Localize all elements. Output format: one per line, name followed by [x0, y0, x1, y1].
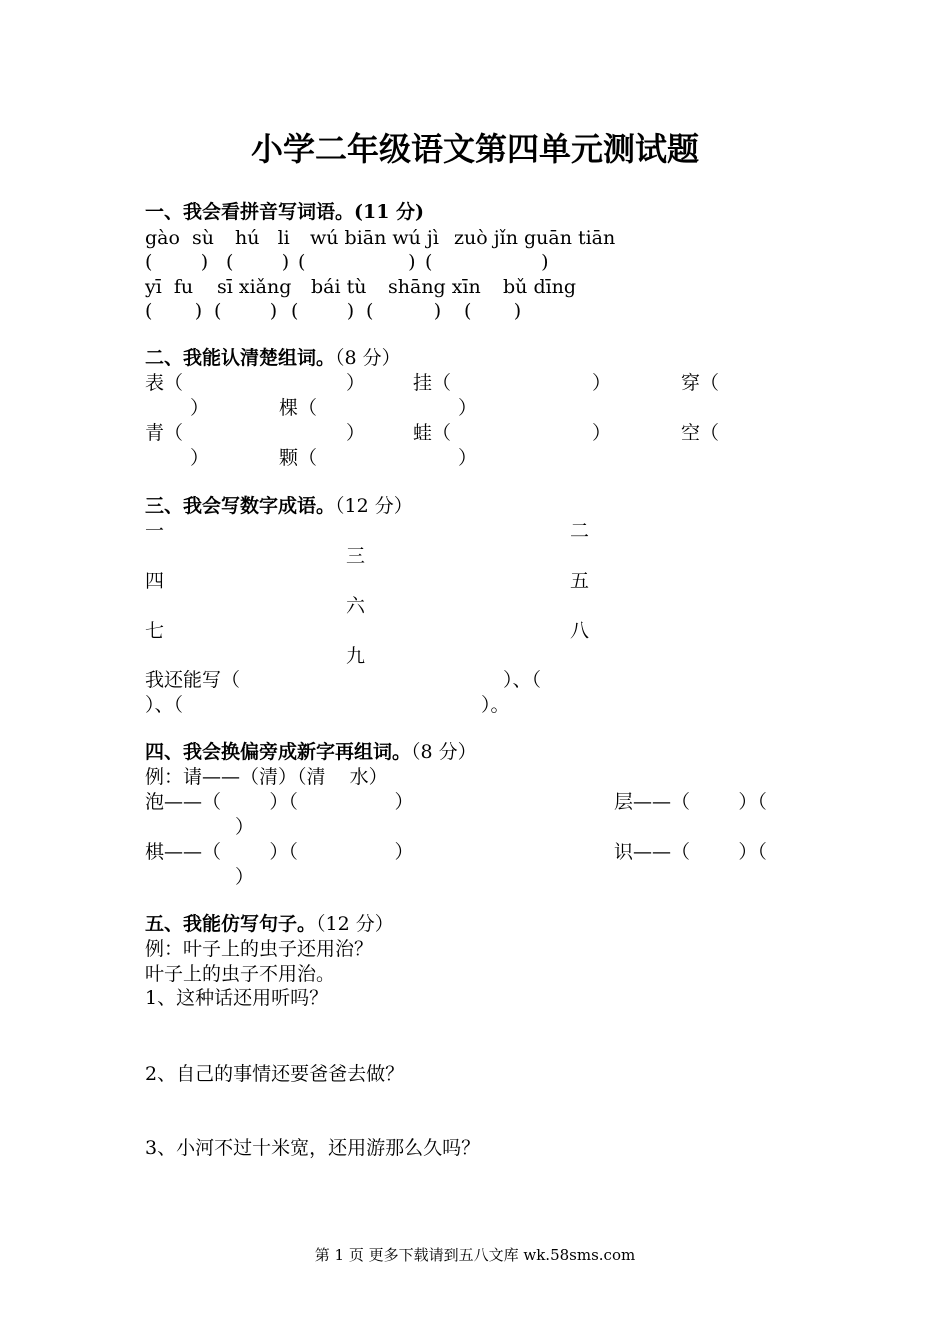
bracket-close: ） — [592, 422, 612, 444]
word-item: 青（ — [145, 422, 184, 444]
question-2: 2、自己的事情还要爸爸去做？ — [145, 1063, 405, 1085]
pinyin-2: hú li — [235, 227, 290, 249]
number-prompt: 七 — [145, 620, 165, 642]
pinyin-7: bái tù — [311, 276, 367, 298]
page-footer: 第 1 页 更多下载请到五八文库 wk.58sms.com — [314, 1246, 636, 1264]
word-item: 蛙（ — [413, 422, 452, 444]
radical-row: 层——（ ）（ — [614, 791, 767, 813]
answer-blank[interactable]: ( ) — [214, 300, 278, 322]
section-3-score: （12 分） — [335, 495, 413, 517]
section-2-heading-text: 二、我能认清楚组词。 — [145, 347, 336, 369]
word-item: 挂（ — [413, 372, 452, 394]
section-4-heading-text: 四、我会换偏旁成新字再组词。 — [145, 741, 412, 763]
word-item: 表（ — [145, 372, 184, 394]
section-5-score: （12 分） — [316, 913, 394, 935]
number-prompt: 一 — [145, 520, 165, 542]
bracket-close: ） — [458, 447, 478, 469]
example-sentence: 例：叶子上的虫子还用治？ — [145, 938, 374, 960]
section-2-heading — [145, 346, 401, 370]
section-5-heading-text: 五、我能仿写句子。 — [145, 913, 317, 935]
word-item: 穿（ — [681, 372, 720, 394]
bracket-close: ） — [346, 372, 366, 394]
example-answer: 叶子上的虫子不用治。 — [145, 963, 336, 985]
number-prompt: 五 — [570, 570, 590, 592]
pinyin-8: shāng xīn — [388, 276, 481, 298]
answer-blank[interactable]: ( ) — [366, 300, 442, 322]
answer-blank[interactable]: ( ) — [464, 300, 522, 322]
number-prompt: 八 — [570, 620, 590, 642]
word-item: 颗（ — [279, 447, 318, 469]
number-prompt: 四 — [145, 570, 165, 592]
section-1-heading-text: 一、我会看拼音写词语。 — [145, 201, 355, 223]
pinyin-4: zuò jǐn guān tiān — [454, 227, 616, 249]
radical-row: 识——（ ）（ — [614, 841, 767, 863]
number-prompt: 三 — [346, 545, 366, 567]
bracket-close: ） — [235, 866, 255, 888]
extra-idiom-end: ）。 — [481, 694, 510, 716]
section-1-score: (11 分) — [354, 201, 425, 223]
radical-row: 棋——（ ）（ ） — [145, 841, 414, 863]
section-3-heading-text: 三、我会写数字成语。 — [145, 495, 336, 517]
answer-blank[interactable]: ( ) — [145, 251, 209, 273]
bracket-close: ） — [190, 447, 210, 469]
example-line: 例：请——（清）（清 水） — [145, 766, 388, 788]
radical-row: 泡——（ ）（ ） — [145, 791, 414, 813]
section-4-score: （8 分） — [411, 741, 477, 763]
pinyin-6: sī xiǎng — [217, 276, 292, 298]
extra-idiom-label: 我还能写（ — [145, 669, 241, 691]
pinyin-9: bǔ dīng — [503, 276, 577, 298]
extra-idiom-sep: ）、（ — [145, 694, 184, 716]
page-title: 小学二年级语文第四单元测试题 — [250, 130, 699, 168]
question-3: 3、小河不过十米宽，还用游那么久吗？ — [145, 1137, 481, 1159]
number-prompt: 九 — [346, 645, 366, 667]
section-2-score: （8 分） — [335, 347, 401, 369]
answer-blank[interactable]: ( ) — [291, 300, 355, 322]
bracket-close: ） — [235, 816, 255, 838]
number-prompt: 二 — [570, 520, 590, 542]
answer-blank[interactable]: ( ) — [226, 251, 290, 273]
bracket-close: ） — [592, 372, 612, 394]
pinyin-3: wú biān wú jì — [310, 227, 439, 249]
pinyin-1: gào sù — [145, 227, 214, 249]
section-3-heading — [145, 494, 413, 518]
bracket-close: ） — [190, 397, 210, 419]
pinyin-5: yī fu — [145, 276, 194, 298]
word-item: 空（ — [681, 422, 720, 444]
question-1: 1、这种话还用听吗？ — [145, 987, 329, 1009]
section-4-heading — [145, 740, 477, 764]
section-1-heading — [145, 200, 424, 224]
answer-blank[interactable]: ( ) — [298, 251, 416, 273]
extra-idiom-sep: ）、（ — [503, 669, 542, 691]
number-prompt: 六 — [346, 595, 366, 617]
answer-blank[interactable]: ( ) — [145, 300, 203, 322]
bracket-close: ） — [458, 397, 478, 419]
answer-blank[interactable]: ( ) — [425, 251, 549, 273]
section-5-heading — [145, 912, 394, 936]
word-item: 棵（ — [279, 397, 318, 419]
bracket-close: ） — [346, 422, 366, 444]
